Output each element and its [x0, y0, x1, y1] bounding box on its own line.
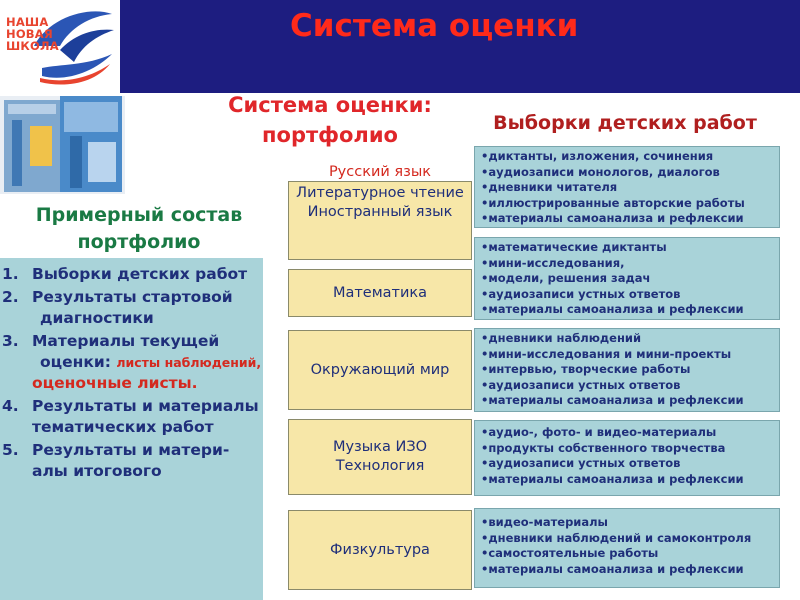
samples-box-world — [474, 328, 780, 412]
list-text-small: листы наблюдений, — [116, 355, 262, 370]
logo — [0, 0, 120, 93]
list-number: 1. — [2, 265, 19, 283]
samples-box-math — [474, 237, 780, 320]
sample-item: •мини-исследования, — [481, 255, 625, 270]
subject-label: Физкультура — [330, 541, 430, 558]
sample-item: •дневники читателя — [481, 180, 618, 194]
list-text: Результаты и матери-алы итогового — [32, 441, 230, 480]
composition-list — [0, 258, 263, 600]
sample-item: •аудиозаписи устных ответов — [481, 286, 681, 301]
list-item — [0, 264, 263, 285]
list-text: Результаты и материалы тематических работ — [32, 397, 259, 436]
subject-literature — [288, 181, 472, 260]
sample-item: •аудиозаписи устных ответов — [481, 377, 681, 392]
list-item — [0, 331, 263, 394]
list-text-continued: оценки: — [40, 353, 111, 371]
subject-math — [288, 269, 472, 317]
sample-item: •материалы самоанализа и рефлексии — [481, 302, 744, 316]
list-item — [0, 396, 263, 438]
sample-item: •мини-исследования и мини-проекты — [481, 346, 732, 361]
sample-item: •дневники наблюдений — [481, 331, 642, 345]
list-text-red: оценочные листы. — [32, 374, 198, 392]
subject-pe — [288, 510, 472, 590]
subject-arts — [288, 419, 472, 495]
subject-label: Окружающий мир — [310, 361, 450, 378]
list-number: 3. — [2, 332, 19, 350]
logo-line-3: ШКОЛА — [6, 39, 59, 53]
samples-box-arts — [474, 420, 780, 496]
sample-item: •аудиозаписи монологов, диалогов — [481, 164, 720, 179]
sample-item: •модели, решения задач — [481, 271, 651, 285]
list-number: 4. — [2, 397, 19, 415]
sample-item: •интервью, творческие работы — [481, 362, 691, 376]
list-item — [0, 287, 263, 329]
list-item — [0, 440, 263, 482]
subject-world — [288, 330, 472, 410]
list-text: Выборки детских работ — [32, 265, 248, 283]
composition-title: Примерный состав портфолио — [35, 204, 243, 253]
sample-item: •математические диктанты — [481, 240, 667, 254]
sample-item: •материалы самоанализа и рефлексии — [481, 561, 744, 576]
sample-item: •диктанты, изложения, сочинения — [481, 149, 714, 163]
sample-item: •материалы самоанализа и рефлексии — [481, 471, 744, 486]
sample-item: •материалы самоанализа и рефлексии — [481, 393, 744, 407]
samples-box-pe — [474, 508, 780, 588]
logo-line-2: НОВАЯ — [6, 27, 53, 41]
subject-label: Математика — [332, 284, 428, 301]
list-text: Результаты стартовой — [32, 288, 233, 306]
sample-item: •самостоятельные работы — [481, 546, 659, 560]
list-text: Материалы текущей — [32, 332, 220, 350]
logo-line-1: НАША — [6, 15, 49, 29]
samples-title: Выборки детских работ — [493, 112, 757, 134]
subject-label: Литературное чтение Иностранный язык — [296, 185, 464, 220]
sample-item: •аудио-, фото- и видео-материалы — [481, 425, 717, 439]
sample-item: •иллюстрированные авторские работы — [481, 195, 745, 210]
books-image — [0, 96, 125, 194]
page-title: Система оценки — [290, 8, 579, 44]
list-number: 5. — [2, 441, 19, 459]
sample-item: •видео-материалы — [481, 515, 608, 529]
sample-item: •материалы самоанализа и рефлексии — [481, 211, 744, 225]
sample-item: •продукты собственного творчества — [481, 440, 726, 455]
subject-label: Музыка ИЗО Технология — [332, 439, 428, 474]
samples-box-russian — [474, 146, 780, 228]
portfolio-subtitle: Система оценки: портфолио — [228, 93, 432, 147]
sample-item: •аудиозаписи устных ответов — [481, 456, 681, 470]
list-text-continued: диагностики — [40, 309, 154, 327]
subject-russian-label: Русский язык — [328, 164, 432, 180]
sample-item: •дневники наблюдений и самоконтроля — [481, 530, 752, 545]
list-number: 2. — [2, 288, 19, 306]
